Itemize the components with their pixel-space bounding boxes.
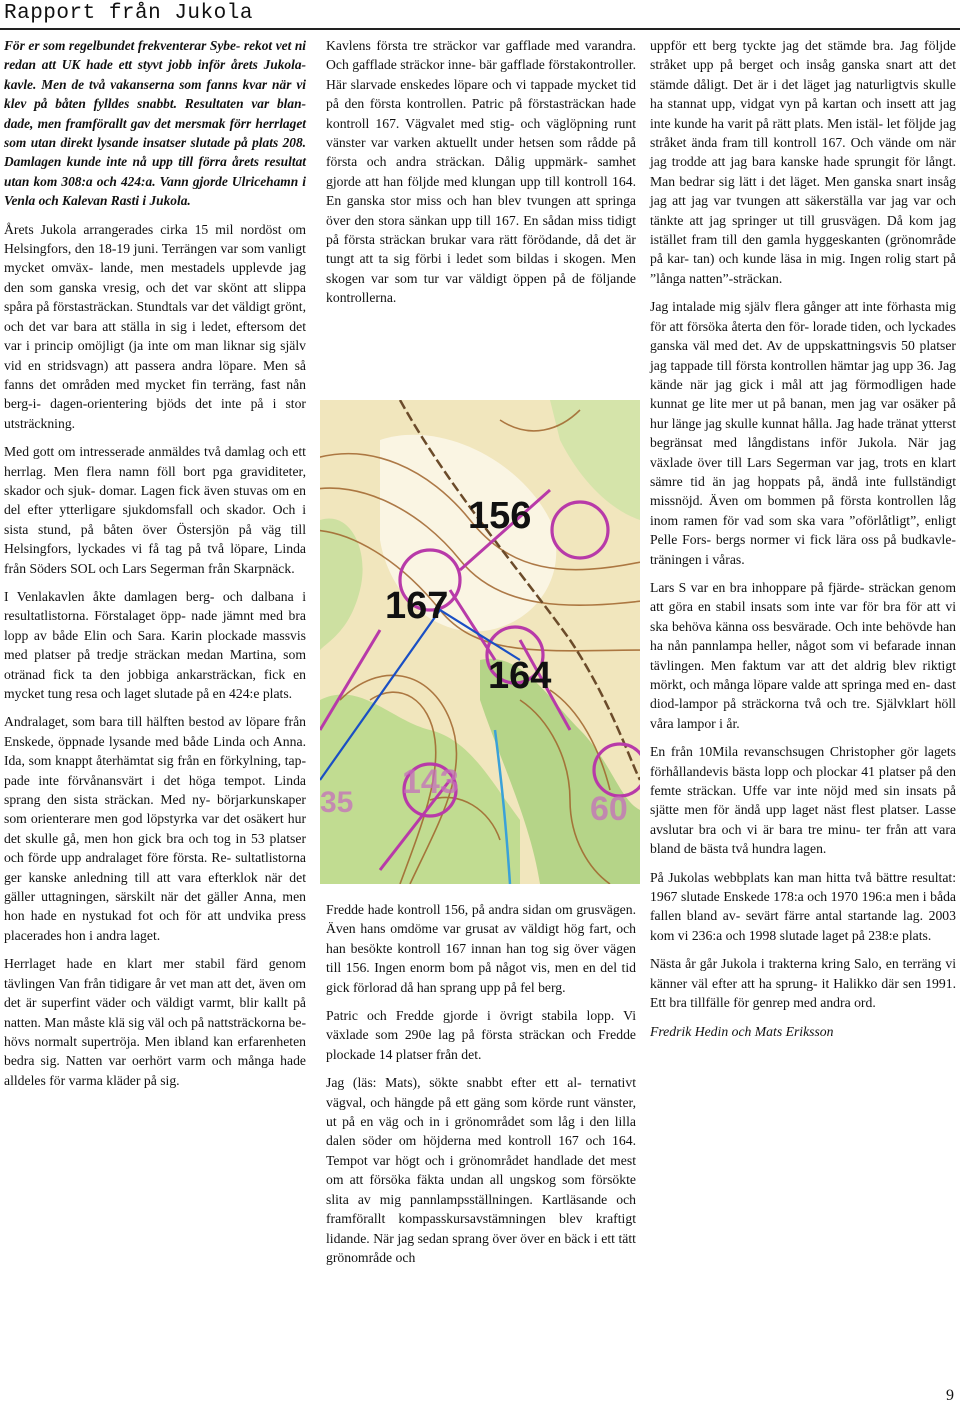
page-header [0,0,960,30]
control-label-143: 143 [402,763,459,801]
control-label-164: 164 [488,655,552,697]
column-1 [4,36,306,1099]
page-number: 9 [946,1387,954,1404]
control-label-35: 35 [320,786,354,819]
paragraph: På Jukolas webbplats kan man hitta två bättre resultat: 1967 slutade Enskede 178:a och 1970 196:a men i båda fallen bland av- sevärt färre antal startande lag. 2003 kom vi 236:a och 1998 slutade laget på 238:e plats. [650,869,956,943]
paragraph: Lars S var en bra inhoppare på fjärde- sträckan genom att göra en stabil insats som inte var för bra för att vi ska behöva känna oss besvärade. Och inte behövde han ha nån pannlampa heller, något som vi befarade innan tävlingen. Men faktum var att det aldrig blev riktigt mörkt, och många löpare valde att springa med en- dast diod-lampor på sträckorna två och tre. Självklart höll våra lampor i år. [650,579,956,731]
paragraph: uppför ett berg tyckte jag det stämde bra. Jag följde stråket upp på berget och insåg ganska snart att det stämde dåligt. Det är i det läget jag naturligtvis skulle ha stannat upp, vidgat vyn på kartan och insett att jag inte kunde ha varit på rätt plats. Men istäl- let följde jag stråket ända fram till kontroll 167. Och vände om när jag trodde att jag bara kanske hade sprungit för långt. Man bedrar sig lätt i det läget. Men ganska snart insåg jag att jag var tvungen att säkerställa var jag var och tänkte att jag springer ut till grusvägen. Då kom jag istället fram till den gamla hyggeskanten (grönområde på kar- tan) och kunde läsa in mig. Ingen rolig start på ”långa natten”-sträckan. [650,38,956,286]
paragraph: Kavlens första tre sträckor var gafflade med varandra. Och gafflade sträckor inne- bär gafflade förstakontroller. Här slarvade enskedes löpare och vi tappade mycket tid på den första kontrollen. Patric på förstasträckan hade kontroll 167. Vägvalet med stig- och väglöpning runt vänster var varken aktuellt under hetsen som rådde på första och andra sträckan. Dålig uppmärk- samhet gjorde att han följde med klungan upp till kontroll 164. En ganska stor miss och han blev tvungen att springa över den stora sänkan upp till 167. En sådan miss tidigt på första sträckan brukar vara rätt förödande, då det är tungt att ta sig förbi i ledet som bildas i skogen. Men skogen var som tur var väldigt öppen på de följande kontrollerna. [326,38,636,306]
paragraph: Jag (läs: Mats), sökte snabbt efter ett al- ternativt vägval, och hängde på ett gäng som körde runt vänster, ut på en väg och in i grönområdet som låg i den lilla dalen söder om höjderna med kontroll 167 och 164. Tempot var högt och i grönområdet handlade det mest om att försöka fäkta undan all ungskog som försökte slita av mig pannlampsställningen. Kartläsande och framförallt kompasskursavstämningen blev kraftigt lidande. När jag sedan sprang över över en bäck i ett tätt grönområde och [326,1075,636,1265]
paragraph: Jag intalade mig själv flera gånger att inte förhasta mig för att försöka återta den för- lorade tiden, och lyckades ganska väl med det. Av de uppskattningsvis 50 platser jag tappade till första kontrollen hämtar jag upp 36. Jag kände när jag gick i mål att jag förmodligen hade kunnat ge lite mer ut på banan, men jag var osäker på hur länge jag skulle kunnat hålla. Jag hade tränat ytterst begränsat med långdistans inför Jukola. När jag växlade över till Lars Segerman var jag, trots en klart sämre tid än jag hoppats på, ändå inte fullständigt missnöjd. Även om bommen på första kontrollen låg inom ramen för vad som ska vara ”oförlåtligt”, enligt Pelle Fors- bergs normer vi fick lära oss på budkavle- träningen i våras. [650,299,956,567]
paragraph: I Venlakavlen åkte damlagen berg- och dalbana i resultatlistorna. Förstalaget öpp- nade jämnt med bra lopp av både Elin och Sara. Karin plockade massvis med platser på tredje sträckan medan Martina, som otränad fick ta den jobbiga ankarsträckan, fick en mycket tung resa och laget slutade på en 424:e plats. [4,588,306,701]
paragraph: En från 10Mila revanschsugen Christopher gör lagets förhållandevis bästa lopp och plockar 41 platser på den femte sträckan. Uffe var inte nöjd med sin insats på sjätte men för ändå upp laget näst flest platser. Lasse avslutar bra och vi är bara tre minu- ter från att vara bland de bästa två hundra lagen. [650,744,956,857]
map-graphic [320,400,640,884]
paragraph: Fredde hade kontroll 156, på andra sidan om grusvägen. Även hans omdöme var grusat av väldigt hög fart, och han besökte kontroll 167 innan han tog sig över vägen till 156. Ingen enorm bom på något vis, men en del tid gick förlorad då han sprang upp på fel berg. [326,902,636,995]
header-rule [0,28,960,30]
page-title: Rapport från Jukola [4,2,253,25]
paragraph: Nästa år går Jukola i trakterna kring Salo, en terräng vi känner väl efter att ha sprung- it Halikko där sen 1991. Ett bra tillfälle för genrep med andra ord. [650,956,956,1011]
paragraph: Herrlaget hade en klart mer stabil färd genom tävlingen Van från tidigare år vet man att det, även om det är superfint väder och väldigt varmt, blir kallt på natten. Man måste klä sig väl och på nattsträckorna be- hövs normalt supertröja. Men ibland kan erfarenheten bedra sig. Natten var oerhört varm och många hade alldeles för varma kläder på sig. [4,956,306,1088]
control-label-60: 60 [590,790,628,828]
paragraph: Patric och Fredde gjorde i övrigt stabila lopp. Vi växlade som 290e lag på första sträckan och Fredde plockade 14 platser från det. [326,1008,636,1062]
author-signature: Fredrik Hedin och Mats Eriksson [650,1023,834,1039]
lead-paragraph: För er som regelbundet frekventerar Sybe- rekot vet ni redan att UK hade ett styvt jobb inför årets Jukola-kavle. Men de två vakanserna som fanns kvar när vi klev på båten fylldes snabbt. Resultaten var blan- dade, men framförallt gav det mersmak förr herrlaget som utan direkt lysande insatser slutade på plats 208. Damlagen kunde inte nå upp till förra årets resultat utan kom 308:a och 424:a. Vann gjorde Ulricehamn i Venla och Kalevan Rasti i Jukola. [4,38,306,209]
column-2-lower [326,900,636,1276]
paragraph: Med gott om intresserade anmäldes två damlag och ett herrlag. Men flera namn föll bort pga graviditeter, skador och sjuk- domar. Lagen fick även stuvas om en del efter ytterligare sjukdomsfall och skador. Och i sista stund, på båten över Östersjön på väg till Helsingfors, lyckades vi få tag på två löpare, Linda från Söders SOL och Lars Segerman från Skarpnäck. [4,444,306,576]
control-label-156: 156 [468,495,532,537]
orienteering-map [320,400,640,884]
control-label-167: 167 [385,585,449,627]
paragraph: Årets Jukola arrangerades cirka 15 mil nordöst om Helsingfors, den 18-19 juni. Terrängen var som vanligt mycket omväx- lande, men mestadels upplevde jag den som ganska vresig, och det var skönt att slippa spåra på förstasträckan. Stundtals var det väldigt grönt, och det var bara att ställa in sig i ledet, eftersom det var i princip omöjligt (ja inte om man liknar sig själv vid en stridsvagn) att passera andra löpare. Men så fanns det områden med mycket fin terräng, fast nån berg-i- dagen-orientering bjöds det inte på i stor utsträckning. [4,221,306,431]
column-3 [650,36,956,1050]
column-2 [326,36,636,317]
paragraph: Andralaget, som bara till hälften bestod av löpare från Enskede, öppnade lysande med både Linda och Anna. Ida, som knappt återhämtat sig från en förkylning, tap- pade inte förvånansvärt i det höga tempot. Linda sprang den sista sträckan. Med ny- börjarkunskaper som orienterare men god löpstyrka var det osäkert hur det skulle gå, men hon gick bra och tog in 53 platser och förde upp andralaget före första. Re- sultatlistorna ger kanske anledning till att vara efterklok när det gäller uttagningen, särskilt när det gäller Anna, men hon hade en nystukad fot och för att undvika press placerades hon i andra laget. [4,714,306,943]
